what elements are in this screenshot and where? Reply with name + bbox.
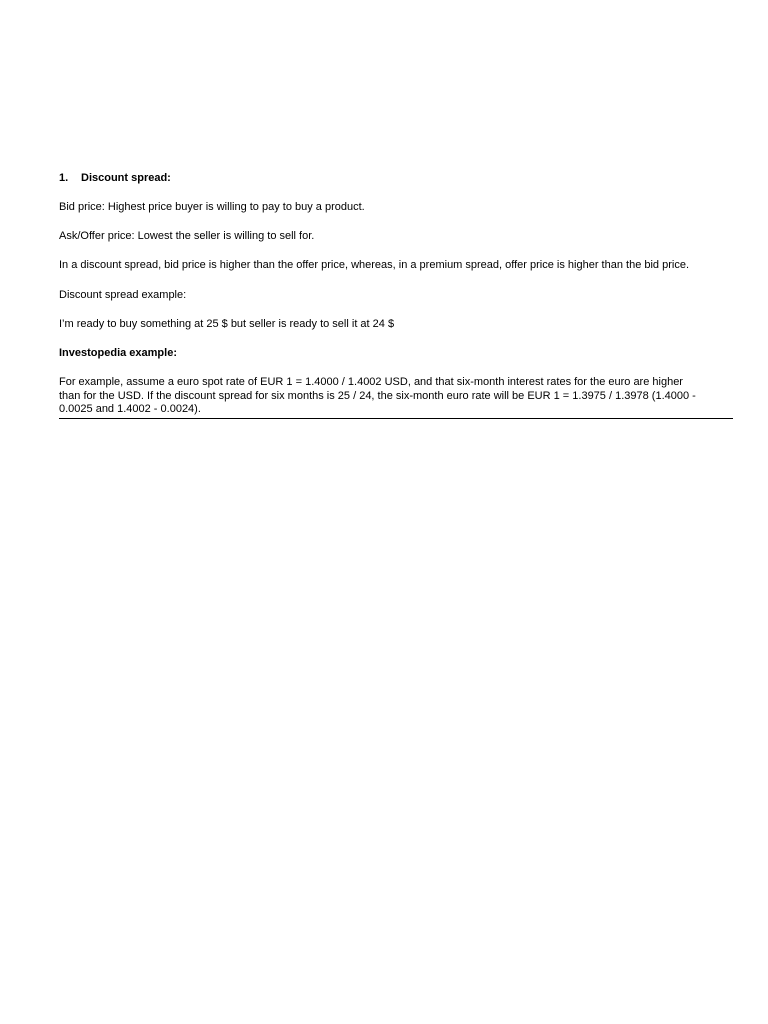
ask-price-definition: Ask/Offer price: Lowest the seller is willing to sell for. [59, 230, 315, 242]
bid-price-definition: Bid price: Highest price buyer is willing to pay to buy a product. [59, 201, 365, 213]
investopedia-heading: Investopedia example: [59, 347, 177, 359]
section-heading [59, 172, 171, 185]
investopedia-paragraph [59, 376, 735, 417]
investopedia-line-3: 0.0025 and 1.4002 - 0.0024). [59, 403, 201, 415]
bottom-rule [59, 418, 733, 419]
investopedia-line-2: than for the USD. If the discount spread for six months is 25 / 24, the six-month euro rate will be EUR 1 = 1.3975 / 1.3978 (1.4000 - [59, 389, 696, 402]
section-number: 1. [59, 172, 69, 184]
investopedia-line-1: For example, assume a euro spot rate of EUR 1 = 1.4000 / 1.4002 USD, and that six-month interest rates for the euro are higher [59, 376, 683, 388]
section-title: Discount spread: [81, 172, 171, 184]
example-text: I’m ready to buy something at 25 $ but seller is ready to sell it at 24 $ [59, 318, 395, 330]
spread-comparison: In a discount spread, bid price is higher than the offer price, whereas, in a premium spread, offer price is higher than the bid price. [59, 259, 689, 271]
example-label: Discount spread example: [59, 289, 187, 301]
